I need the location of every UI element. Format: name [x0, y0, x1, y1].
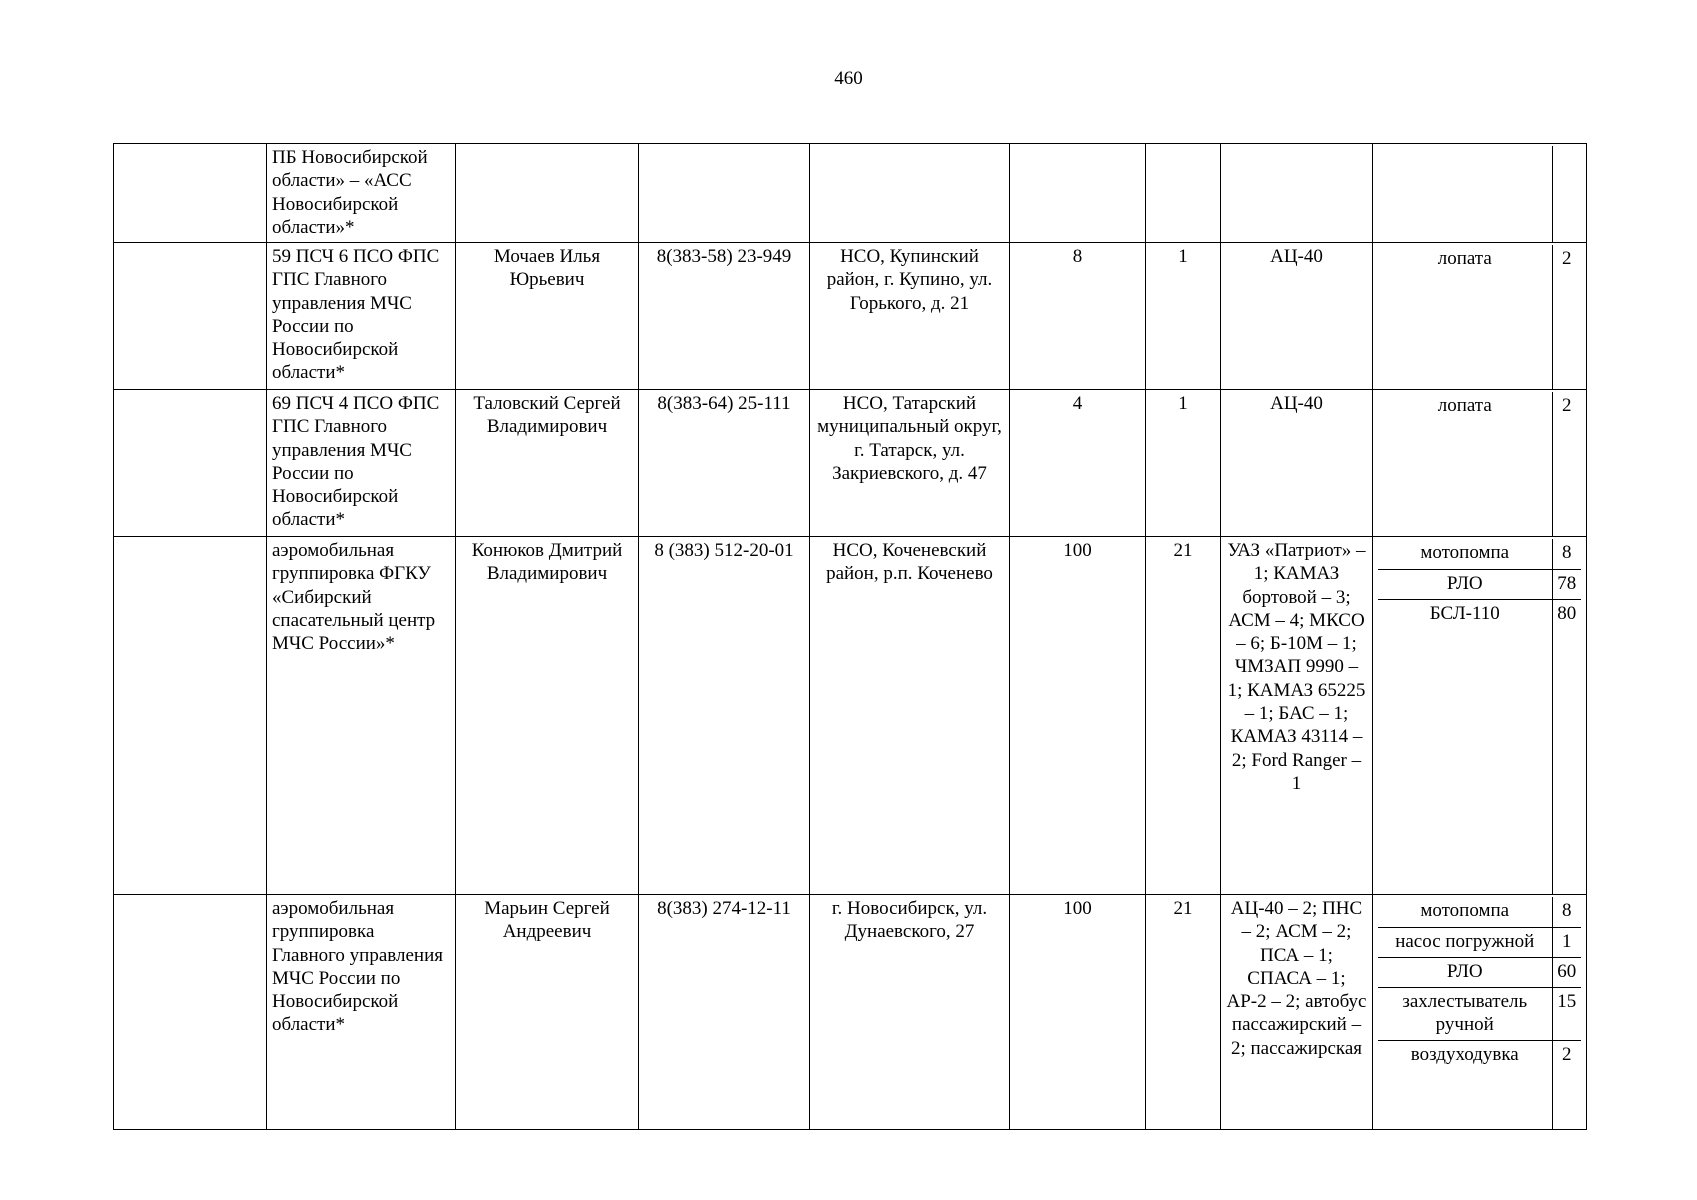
staff-count-cell: 100 — [1010, 537, 1146, 895]
data-table — [113, 143, 1587, 1130]
region-cell — [114, 390, 267, 537]
responsible-person-cell — [456, 144, 639, 243]
organization-cell: 69 ПСЧ 4 ПСО ФПС ГПС Главного управления МЧС России по Новосибирской области* — [267, 390, 456, 537]
table-row — [114, 144, 1587, 243]
equipment-list — [1378, 539, 1581, 894]
equipment-name: насос погружной — [1378, 927, 1552, 957]
equipment-quantity: 15 — [1552, 987, 1581, 1040]
equipment-item — [1378, 245, 1581, 389]
table-row — [114, 895, 1587, 1130]
equipment-item — [1378, 957, 1581, 987]
equipment-item — [1378, 1040, 1581, 1129]
equipment-name: лопата — [1378, 245, 1552, 389]
region-cell — [114, 243, 267, 390]
responsible-person-cell: Марьин Сергей Андреевич — [456, 895, 639, 1130]
unit-count-cell: 1 — [1146, 390, 1221, 537]
organization-cell: ПБ Новосибирской области» – «АСС Новосибирской области»* — [267, 144, 456, 243]
responsible-person-cell: Мочаев Илья Юрьевич — [456, 243, 639, 390]
table-row — [114, 243, 1587, 390]
vehicles-cell — [1221, 144, 1373, 243]
vehicles-cell: УАЗ «Патриот» – 1; КАМАЗ бортовой – 3; АСМ – 4; МКСО – 6; Б-10М – 1; ЧМЗАП 9990 – 1; КАМАЗ 65225 – 1; БАС – 1; КАМАЗ 43114 – 2; Ford Ranger – 1 — [1221, 537, 1373, 895]
equipment-quantity: 2 — [1562, 248, 1572, 269]
region-cell — [114, 537, 267, 895]
page-number: 460 — [834, 68, 863, 89]
equipment-list — [1378, 245, 1581, 389]
unit-count-cell: 21 — [1146, 895, 1221, 1130]
equipment-cell — [1373, 243, 1587, 390]
address-cell: г. Новосибирск, ул. Дунаевского, 27 — [810, 895, 1010, 1130]
address-cell: НСО, Купинский район, г. Купино, ул. Горького, д. 21 — [810, 243, 1010, 390]
equipment-item — [1378, 392, 1581, 536]
address-cell: НСО, Коченевский район, р.п. Коченево — [810, 537, 1010, 895]
unit-count-cell: 21 — [1146, 537, 1221, 895]
staff-count-cell: 4 — [1010, 390, 1146, 537]
address-cell: НСО, Татарский муниципальный округ, г. Татарск, ул. Закриевского, д. 47 — [810, 390, 1010, 537]
equipment-cell — [1373, 390, 1587, 537]
vehicles-cell: АЦ-40 — [1221, 390, 1373, 537]
organization-cell: 59 ПСЧ 6 ПСО ФПС ГПС Главного управления МЧС России по Новосибирской области* — [267, 243, 456, 390]
vehicles-cell: АЦ-40 — [1221, 243, 1373, 390]
region-cell — [114, 144, 267, 243]
organization-cell: аэромобильная группировка Главного управления МЧС России по Новосибирской области* — [267, 895, 456, 1130]
equipment-item — [1378, 539, 1581, 569]
equipment-name — [1378, 146, 1552, 242]
equipment-quantity: 8 — [1562, 542, 1572, 563]
table-row — [114, 537, 1587, 895]
equipment-cell — [1373, 144, 1587, 243]
equipment-quantity: 2 — [1562, 395, 1572, 416]
region-cell — [114, 895, 267, 1130]
equipment-name: воздуходувка — [1378, 1040, 1552, 1129]
equipment-item — [1378, 927, 1581, 957]
responsible-person-cell: Конюков Дмитрий Владимирович — [456, 537, 639, 895]
equipment-item — [1378, 599, 1581, 894]
equipment-list — [1378, 146, 1581, 242]
unit-count-cell: 1 — [1146, 243, 1221, 390]
unit-count-cell — [1146, 144, 1221, 243]
equipment-item — [1378, 987, 1581, 1040]
vehicles-cell: АЦ-40 – 2; ПНС – 2; АСМ – 2; ПСА – 1; СПАСА – 1; АР-2 – 2; автобус пассажирский – 2; пассажирская — [1221, 895, 1373, 1130]
equipment-name: РЛО — [1378, 569, 1552, 599]
equipment-item — [1378, 569, 1581, 599]
organization-cell: аэромобильная группировка ФГКУ «Сибирский спасательный центр МЧС России»* — [267, 537, 456, 895]
equipment-name: захлестыватель ручной — [1378, 987, 1552, 1040]
equipment-quantity — [1552, 146, 1581, 242]
equipment-name: лопата — [1378, 392, 1552, 536]
equipment-name: БСЛ-110 — [1378, 599, 1552, 894]
staff-count-cell: 8 — [1010, 243, 1146, 390]
equipment-name: мотопомпа — [1378, 897, 1552, 927]
staff-count-cell — [1010, 144, 1146, 243]
responsible-person-cell: Таловский Сергей Владимирович — [456, 390, 639, 537]
phone-cell: 8(383-64) 25-111 — [639, 390, 810, 537]
equipment-cell — [1373, 895, 1587, 1130]
address-cell — [810, 144, 1010, 243]
equipment-quantity: 78 — [1552, 569, 1581, 599]
equipment-list — [1378, 897, 1581, 1129]
phone-cell — [639, 144, 810, 243]
equipment-quantity: 2 — [1552, 1040, 1581, 1129]
equipment-name: РЛО — [1378, 957, 1552, 987]
phone-cell: 8(383-58) 23-949 — [639, 243, 810, 390]
equipment-quantity: 80 — [1552, 599, 1581, 894]
equipment-cell — [1373, 537, 1587, 895]
table-row — [114, 390, 1587, 537]
equipment-name: мотопомпа — [1378, 539, 1552, 569]
phone-cell: 8 (383) 512-20-01 — [639, 537, 810, 895]
equipment-quantity: 8 — [1562, 900, 1572, 921]
equipment-quantity: 60 — [1552, 957, 1581, 987]
equipment-quantity: 1 — [1552, 927, 1581, 957]
staff-count-cell: 100 — [1010, 895, 1146, 1130]
equipment-list — [1378, 392, 1581, 536]
equipment-item — [1378, 897, 1581, 927]
phone-cell: 8(383) 274-12-11 — [639, 895, 810, 1130]
equipment-item — [1378, 146, 1581, 242]
